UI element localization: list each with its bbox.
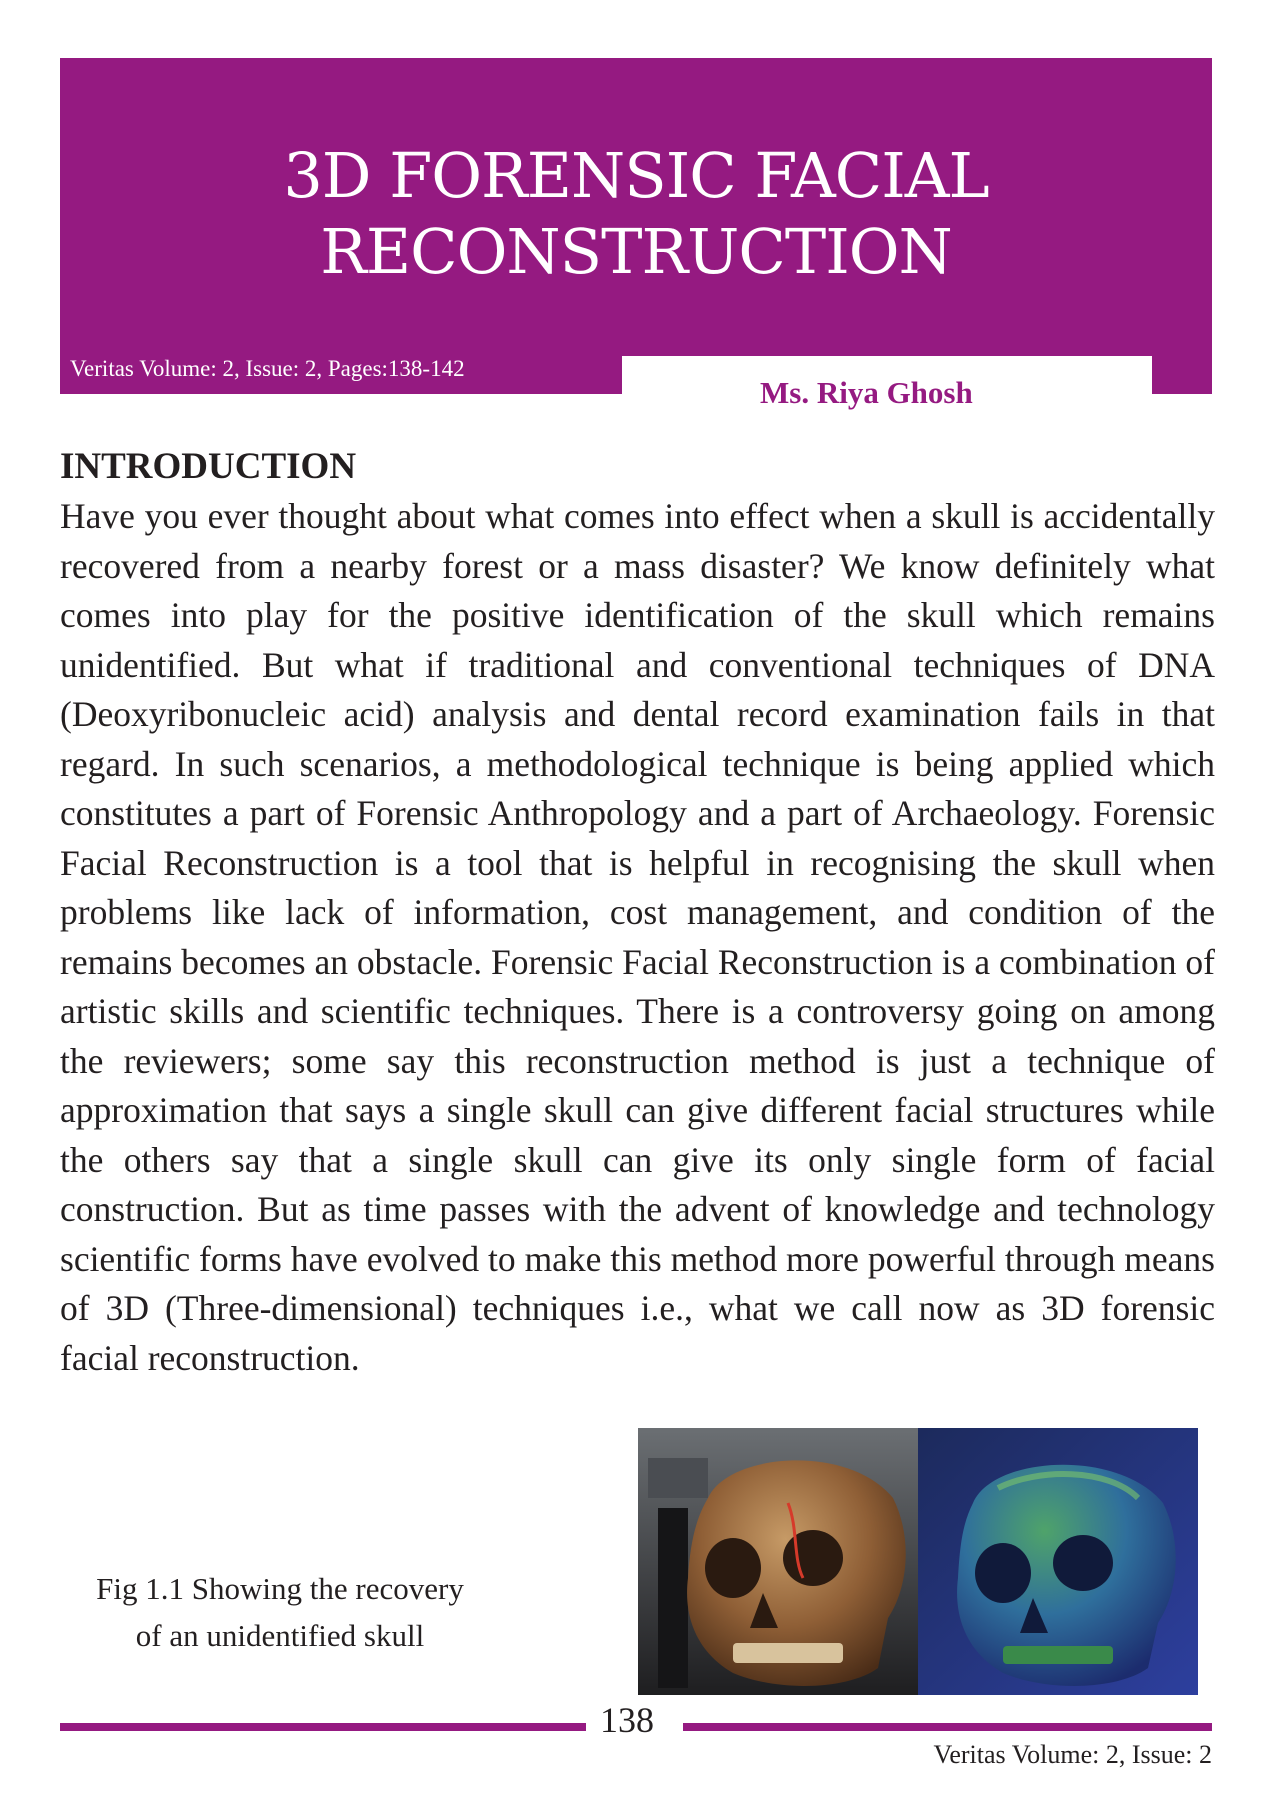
section-heading: INTRODUCTION: [60, 446, 357, 487]
citation-line: Veritas Volume: 2, Issue: 2, Pages:138-142: [70, 356, 465, 381]
article-title: [60, 138, 1212, 290]
title-line-1: 3D FORENSIC FACIAL: [283, 139, 989, 212]
figure-caption: [95, 1565, 465, 1659]
page-number: 138: [600, 1700, 654, 1740]
3d-scan-of-skull: [918, 1428, 1198, 1695]
footer-rule-left: [60, 1723, 586, 1731]
footer-rule-right: [683, 1723, 1212, 1731]
skull-figure: [638, 1428, 1198, 1695]
author-name: Ms. Riya Ghosh: [760, 375, 973, 410]
caption-line-2: of an unidentified skull: [135, 1618, 425, 1653]
intro-paragraph: Have you ever thought about what comes into effect when a skull is accidentally recovered from a nearby forest or a mass disaster? We know definitely what comes into play for the positive identification of the skull which remains unidentified. But what if traditional and conventional techniques of DNA (Deoxyribonucleic acid) analysis and dental record examination fails in that regard. In such scenarios, a methodological technique is being applied which constitutes a part of Forensic Anthropology and a part of Archaeology. Forensic Facial Reconstruction is a tool that is helpful in recognising the skull when problems like lack of information, cost management, and condition of the remains becomes an obstacle. Forensic Facial Reconstruction is a combination of artistic skills and scientific techniques. There is a controversy going on among the reviewers; some say this reconstruction method is just a technique of approximation that says a single skull can give different facial structures while the others say that a single skull can give its only single form of facial construction. But as time passes with the advent of knowledge and technology scientific forms have evolved to make this method more powerful through means of 3D (Three-dimensional) techniques i.e., what we call now as 3D forensic facial reconstruction.: [60, 496, 1215, 1378]
photo-of-recovered-skull: [638, 1428, 918, 1695]
title-line-2: RECONSTRUCTION: [320, 215, 952, 288]
caption-line-1: Fig 1.1 Showing the recovery: [96, 1571, 464, 1606]
footer-journal: Veritas Volume: 2, Issue: 2: [933, 1740, 1212, 1769]
